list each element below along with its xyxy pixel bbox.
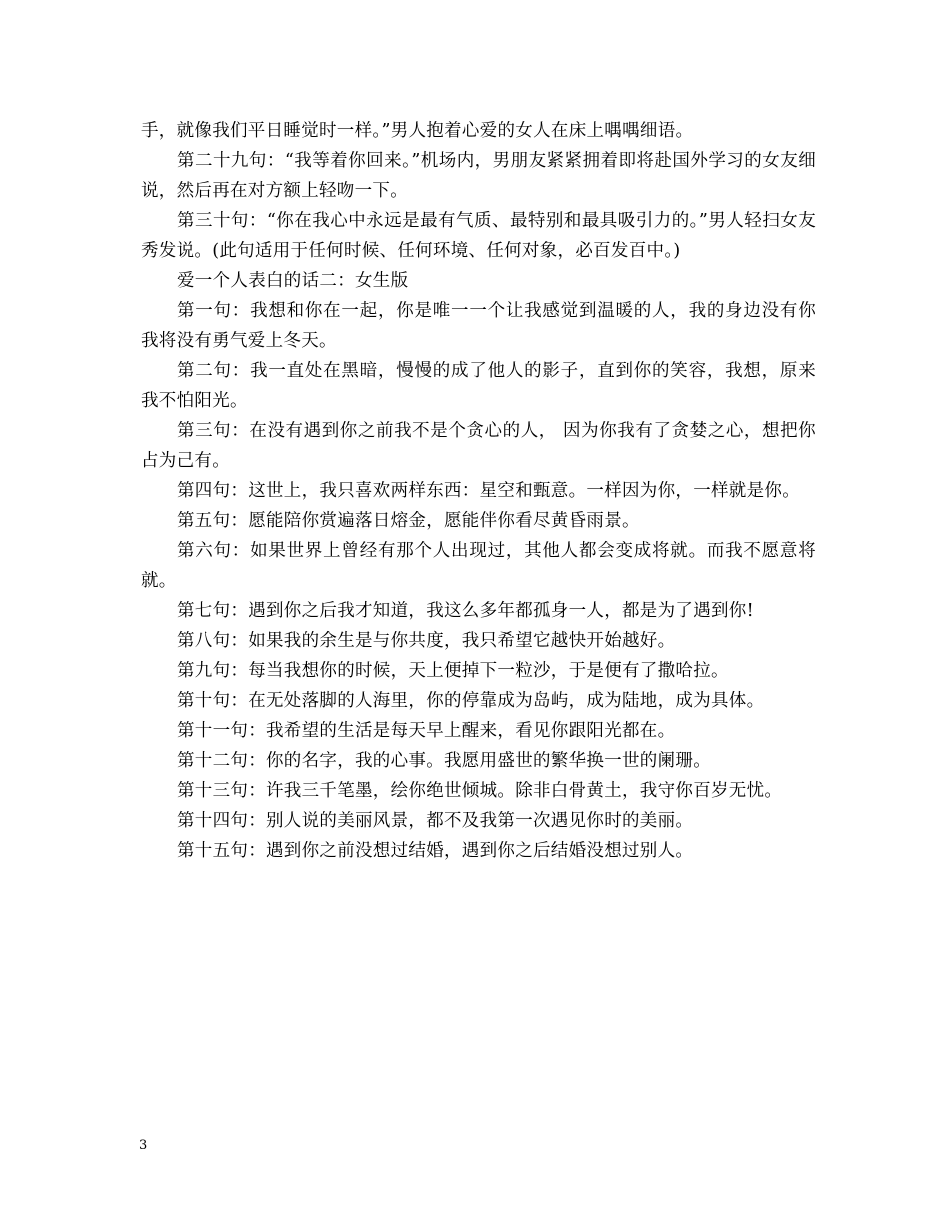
section-heading: 爱一个人表白的话二：女生版 [177, 271, 409, 291]
document-body [141, 116, 816, 866]
paragraph: 第十句：在无处落脚的人海里，你的停靠成为岛屿，成为陆地，成为具体。 [177, 691, 765, 711]
paragraph: 第十一句：我希望的生活是每天早上醒来，看见你跟阳光都在。 [177, 721, 676, 741]
paragraph: 第一句：我想和你在一起，你是唯一一个让我感觉到温暖的人，我的身边没有你我将没有勇气爱上冬天。 [141, 301, 816, 351]
paragraph: 第二十九句：“我等着你回来。”机场内，男朋友紧紧拥着即将赴国外学习的女友细说，然后再在对方额上轻吻一下。 [141, 151, 816, 201]
paragraph: 手，就像我们平日睡觉时一样。”男人抱着心爱的女人在床上喁喁细语。 [141, 121, 694, 141]
paragraph: 第三十句：“你在我心中永远是最有气质、最特别和最具吸引力的。”男人轻扫女友秀发说。(此句适用于任何时候、任何环境、任何对象，必百发百中。) [141, 211, 816, 261]
paragraph: 第七句：遇到你之后我才知道，我这么多年都孤身一人，都是为了遇到你! [177, 601, 754, 621]
paragraph: 第三句：在没有遇到你之前我不是个贪心的人， 因为你我有了贪婪之心，想把你占为己有。 [141, 421, 816, 471]
paragraph: 第四句：这世上，我只喜欢两样东西：星空和甄意。一样因为你，一样就是你。 [177, 481, 800, 501]
paragraph: 第五句：愿能陪你赏遍落日熔金，愿能伴你看尽黄昏雨景。 [177, 511, 640, 531]
paragraph: 第九句：每当我想你的时候，天上便掉下一粒沙，于是便有了撒哈拉。 [177, 661, 729, 681]
page-number: 3 [139, 1138, 148, 1153]
paragraph: 第六句：如果世界上曾经有那个人出现过，其他人都会变成将就。而我不愿意将就。 [141, 541, 816, 591]
paragraph: 第十三句：许我三千笔墨，绘你绝世倾城。除非白骨黄土，我守你百岁无忧。 [177, 781, 783, 801]
paragraph: 第十五句：遇到你之前没想过结婚，遇到你之后结婚没想过别人。 [177, 841, 694, 861]
paragraph: 第二句：我一直处在黑暗，慢慢的成了他人的影子，直到你的笑容，我想，原来我不怕阳光。 [141, 361, 816, 411]
paragraph: 第十四句：别人说的美丽风景，都不及我第一次遇见你时的美丽。 [177, 811, 694, 831]
paragraph: 第十二句：你的名字，我的心事。我愿用盛世的繁华换一世的阑珊。 [177, 751, 711, 771]
paragraph: 第八句：如果我的余生是与你共度，我只希望它越快开始越好。 [177, 631, 676, 651]
